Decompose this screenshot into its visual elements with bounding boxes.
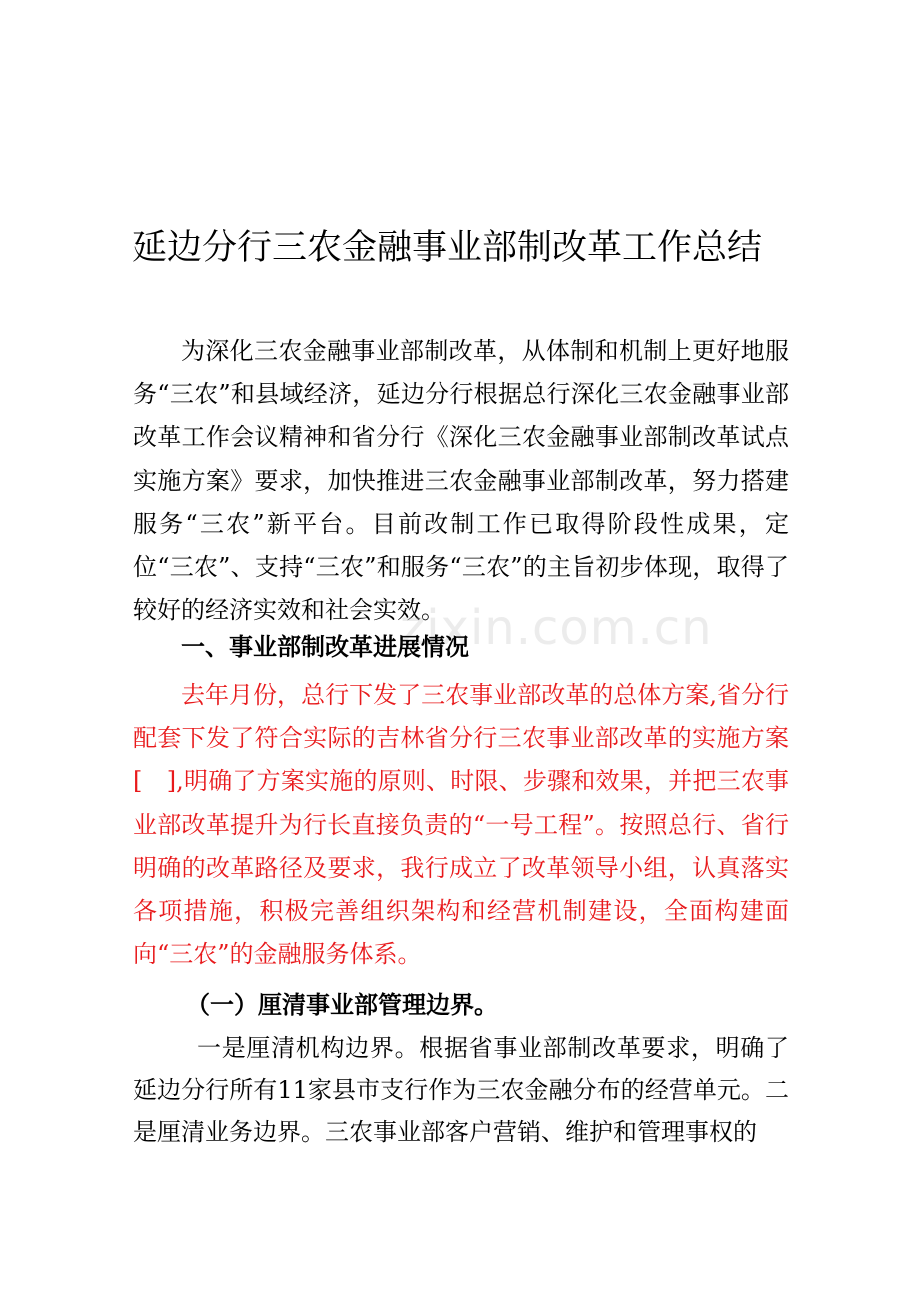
watermark: zixin.com.cn bbox=[400, 600, 713, 656]
subsection-heading-1: （一）厘清事业部管理边界。 bbox=[186, 991, 498, 1019]
boundary-paragraph: 一是厘清机构边界。根据省事业部制改革要求，明确了延边分行所有11家县市支行作为三农金融分布的经营单元。二是厘清业务边界。三农事业部客户营销、维护和管理事权的 bbox=[133, 1034, 789, 1146]
document-title: 延边分行三农金融事业部制改革工作总结 bbox=[132, 228, 763, 268]
progress-paragraph: 去年月份，总行下发了三农事业部改革的总体方案,省分行配套下发了符合实际的吉林省分行三农事业部改革的实施方案[ ],明确了方案实施的原则、时限、步骤和效果，并把三农事业部改革提升为行长直接负责的“一号工程”。按照总行、省行明确的改革路径及要求，我行成立了改革领导小组，认真落实各项措施，积极完善组织架构和经营机制建设，全面构建面向“三农”的金融服务体系。 bbox=[133, 681, 789, 969]
intro-paragraph: 为深化三农金融事业部制改革，从体制和机制上更好地服务“三农”和县域经济，延边分行根据总行深化三农金融事业部改革工作会议精神和省分行《深化三农金融事业部制改革试点实施方案》要求，加快推进三农金融事业部制改革，努力搭建服务“三农”新平台。目前改制工作已取得阶段性成果，定位“三农”、支持“三农”和服务“三农”的主旨初步体现，取得了较好的经济实效和社会实效。 bbox=[133, 337, 789, 625]
section-heading-1: 一、事业部制改革进展情况 bbox=[181, 633, 469, 661]
